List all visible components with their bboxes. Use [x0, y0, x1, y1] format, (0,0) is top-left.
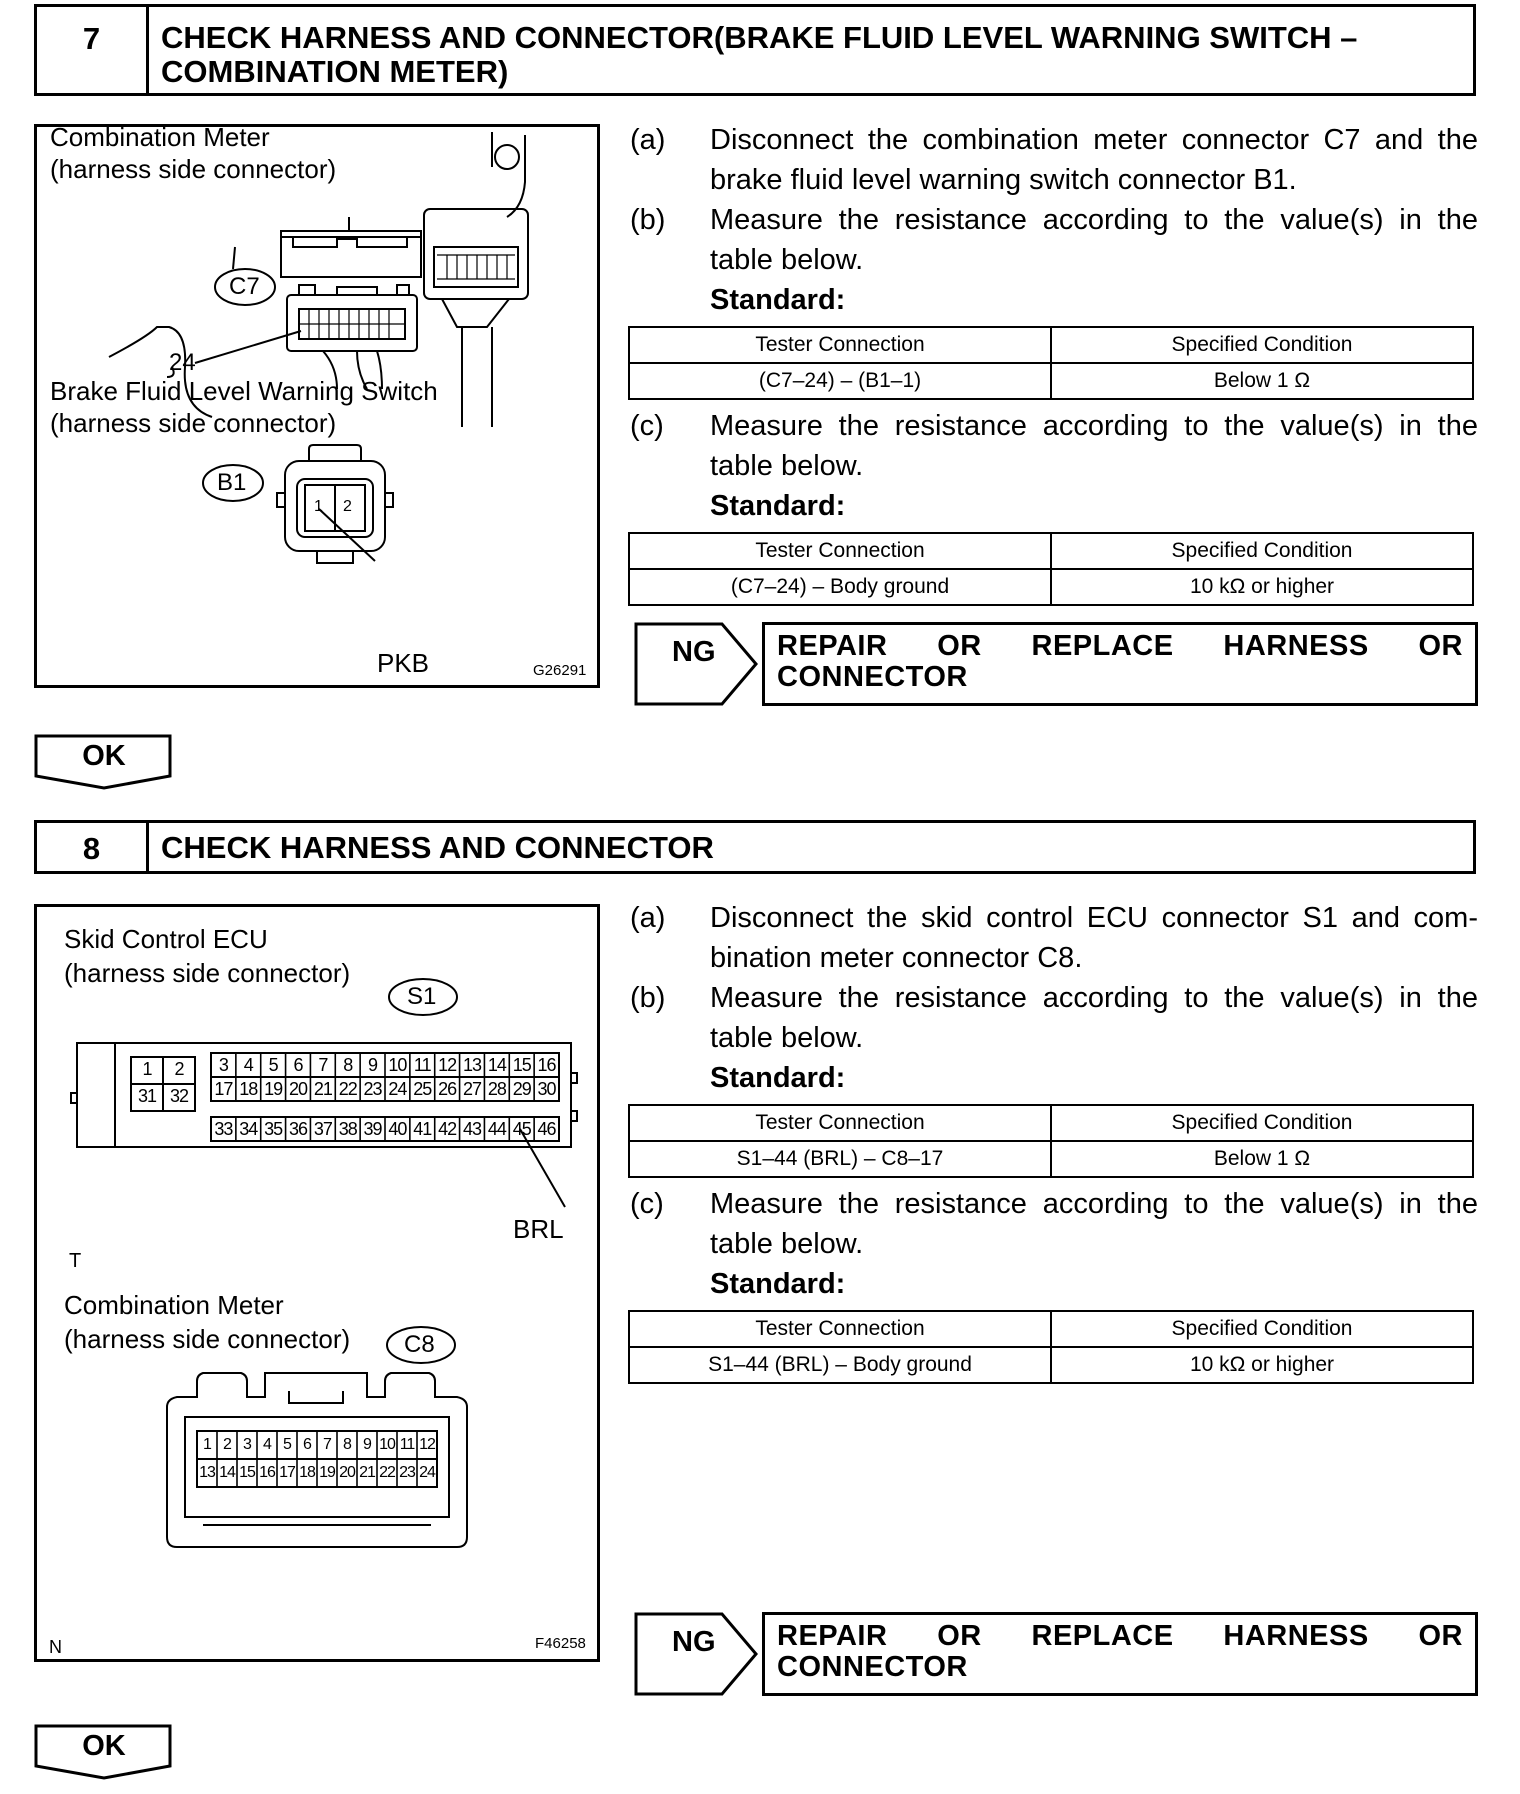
- instruction-text: Disconnect the skid control ECU connector S1 and com-bination meter connector C8.: [710, 902, 1478, 974]
- ng-action-word: OR: [1418, 1620, 1463, 1652]
- connector-diagram-s1-c8: [37, 907, 597, 1659]
- s1-pin-21: 21: [313, 1079, 332, 1099]
- c8-pin-17: 17: [279, 1464, 295, 1481]
- instruction-letter: (c): [630, 410, 664, 442]
- harness-side-label-2: (harness side connector): [50, 408, 337, 438]
- step-number: 8: [37, 823, 149, 871]
- step-8-header: [34, 820, 1476, 874]
- s1-pin-17: 17: [214, 1079, 233, 1099]
- table-cell: S1–44 (BRL) – Body ground: [629, 1347, 1051, 1383]
- b1-pin-1: 1: [314, 498, 323, 515]
- s1-pin-5: 5: [268, 1055, 278, 1075]
- c8-pin-11: 11: [399, 1436, 415, 1453]
- c8-pin-13: 13: [199, 1464, 215, 1481]
- table-cell: (C7–24) – (B1–1): [629, 363, 1051, 399]
- c8-pin-3: 3: [243, 1436, 251, 1453]
- table-cell: Below 1 Ω: [1051, 363, 1473, 399]
- table-header-cell: Specified Condition: [1051, 1105, 1473, 1141]
- s1-pin-30: 30: [537, 1079, 556, 1099]
- ng-action-box: [762, 1612, 1478, 1696]
- s1-pin-18: 18: [239, 1079, 258, 1099]
- harness-side-label: (harness side connector): [50, 154, 337, 184]
- s1-pin-10: 10: [388, 1055, 407, 1075]
- s1-pin-42: 42: [438, 1119, 457, 1139]
- instruction-b: [630, 200, 1478, 280]
- table-header-cell: Tester Connection: [629, 1311, 1051, 1347]
- s1-pin-25: 25: [413, 1079, 432, 1099]
- instruction-letter: (a): [630, 124, 666, 156]
- table-header-cell: Tester Connection: [629, 327, 1051, 363]
- s1-pin-24: 24: [388, 1079, 407, 1099]
- s1-pin-1: 1: [142, 1059, 152, 1079]
- s1-pin-20: 20: [288, 1079, 307, 1099]
- instruction-letter: (b): [630, 982, 666, 1014]
- c8-pin-12: 12: [419, 1436, 435, 1453]
- s1-pin-37: 37: [313, 1119, 332, 1139]
- instruction-text: Measure the resistance according to the value(s) in the table below.: [710, 204, 1478, 276]
- ng-action-word: OR: [937, 630, 982, 662]
- s1-pin-6: 6: [293, 1055, 303, 1075]
- s1-pin-36: 36: [288, 1119, 307, 1139]
- wire-brl-label: BRL: [513, 1214, 564, 1244]
- s1-pin-31: 31: [137, 1086, 157, 1106]
- spec-table: [628, 1104, 1474, 1178]
- s1-pin-4: 4: [243, 1055, 253, 1075]
- instruction-letter: (c): [630, 1188, 664, 1220]
- ng-action-word: OR: [937, 1620, 982, 1652]
- s1-pin-14: 14: [487, 1055, 506, 1075]
- pin-24-label: 24: [169, 349, 196, 376]
- figure-code: F46258: [535, 1635, 586, 1652]
- step-title: [149, 7, 1473, 93]
- ok-label: OK: [82, 740, 126, 772]
- spec-table: [628, 532, 1474, 606]
- s1-pin-12: 12: [438, 1055, 457, 1075]
- s1-pin-19: 19: [264, 1079, 283, 1099]
- ok-result-step7: [34, 734, 174, 790]
- figure-code: G26291: [533, 662, 587, 679]
- instruction-c: [630, 406, 1478, 486]
- step-title-line2: COMBINATION METER): [161, 54, 509, 89]
- c8-pin-22: 22: [379, 1464, 395, 1481]
- c8-pin-23: 23: [399, 1464, 415, 1481]
- figure-step7: [34, 124, 600, 688]
- mark-t: T: [69, 1250, 82, 1272]
- step-title-line1: CHECK HARNESS AND CONNECTOR(BRAKE FLUID LEVEL WARNING SWITCH –: [161, 20, 1358, 55]
- mark-n: N: [49, 1637, 62, 1657]
- ng-action-word: HARNESS: [1223, 630, 1369, 662]
- instruction-letter: (a): [630, 902, 666, 934]
- instruction-b: [630, 978, 1478, 1058]
- s1-pin-43: 43: [462, 1119, 481, 1139]
- s1-pin-29: 29: [512, 1079, 531, 1099]
- s1-pin-38: 38: [338, 1119, 357, 1139]
- table-header-cell: Tester Connection: [629, 533, 1051, 569]
- instruction-text: Measure the resistance according to the value(s) in the table below.: [710, 982, 1478, 1054]
- ok-label: OK: [82, 1730, 126, 1762]
- step-title: CHECK HARNESS AND CONNECTOR: [161, 830, 714, 865]
- ng-result-step7: [634, 622, 1478, 706]
- instruction-c: [630, 1184, 1478, 1264]
- spec-table: [628, 326, 1474, 400]
- skid-control-ecu-label: Skid Control ECU: [64, 924, 268, 954]
- figure-step8: [34, 904, 600, 1662]
- instruction-text: Disconnect the combination meter connector C7 and the brake fluid level warning switch connector B1.: [710, 124, 1478, 196]
- table-cell: S1–44 (BRL) – C8–17: [629, 1141, 1051, 1177]
- step-number: 7: [37, 7, 149, 93]
- c8-pin-4: 4: [263, 1436, 271, 1453]
- ng-action-line2: CONNECTOR: [777, 661, 968, 693]
- c8-pin-8: 8: [343, 1436, 351, 1453]
- spec-table: [628, 1310, 1474, 1384]
- ng-action-word: HARNESS: [1223, 1620, 1369, 1652]
- table-header-cell: Specified Condition: [1051, 533, 1473, 569]
- table-cell: (C7–24) – Body ground: [629, 569, 1051, 605]
- table-header-cell: Tester Connection: [629, 1105, 1051, 1141]
- standard-label: Standard:: [710, 1062, 846, 1094]
- harness-side-label: (harness side connector): [64, 958, 351, 988]
- table-header-cell: Specified Condition: [1051, 1311, 1473, 1347]
- s1-pin-16: 16: [537, 1055, 556, 1075]
- c8-pin-2: 2: [223, 1436, 231, 1453]
- table-cell: 10 kΩ or higher: [1051, 569, 1473, 605]
- standard-label: Standard:: [710, 284, 846, 316]
- s1-pin-3: 3: [218, 1055, 228, 1075]
- instruction-text: Measure the resistance according to the value(s) in the table below.: [710, 410, 1478, 482]
- ng-label: NG: [672, 636, 716, 668]
- s1-pin-35: 35: [264, 1119, 283, 1139]
- c8-pin-19: 19: [319, 1464, 335, 1481]
- c8-pin-10: 10: [379, 1436, 395, 1453]
- standard-label: Standard:: [710, 490, 846, 522]
- c8-pin-16: 16: [259, 1464, 275, 1481]
- s1-pin-41: 41: [413, 1119, 432, 1139]
- c8-pin-7: 7: [323, 1436, 331, 1453]
- c8-pin-18: 18: [299, 1464, 315, 1481]
- s1-pin-22: 22: [338, 1079, 357, 1099]
- s1-pin-39: 39: [363, 1119, 382, 1139]
- s1-pin-45: 45: [512, 1119, 531, 1139]
- c8-pin-14: 14: [219, 1464, 235, 1481]
- instruction-text: Measure the resistance according to the value(s) in the table below.: [710, 1188, 1478, 1260]
- s1-pin-27: 27: [462, 1079, 481, 1099]
- ng-label: NG: [672, 1626, 716, 1658]
- ok-result-step8: [34, 1724, 174, 1780]
- s1-pin-40: 40: [388, 1119, 407, 1139]
- instruction-a: [630, 120, 1478, 200]
- connector-s1-label: S1: [407, 983, 437, 1010]
- s1-pin-46: 46: [537, 1119, 556, 1139]
- ng-result-step8: [634, 1612, 1478, 1696]
- table-cell: Below 1 Ω: [1051, 1141, 1473, 1177]
- s1-pin-33: 33: [214, 1119, 233, 1139]
- harness-side-label-2: (harness side connector): [64, 1324, 351, 1354]
- combination-meter-label: Combination Meter: [50, 122, 270, 152]
- ng-action-word: REPAIR: [777, 1620, 888, 1652]
- s1-pin-2: 2: [174, 1059, 184, 1079]
- s1-pin-44: 44: [487, 1119, 506, 1139]
- s1-pin-26: 26: [438, 1079, 457, 1099]
- standard-label: Standard:: [710, 1268, 846, 1300]
- c8-pin-6: 6: [303, 1436, 311, 1453]
- s1-pin-7: 7: [318, 1055, 328, 1075]
- step-7-header: [34, 4, 1476, 96]
- s1-pin-13: 13: [462, 1055, 481, 1075]
- s1-pin-9: 9: [368, 1055, 378, 1075]
- c8-pin-24: 24: [419, 1464, 435, 1481]
- b1-pin-2: 2: [343, 498, 352, 515]
- step7-instructions: [630, 120, 1478, 612]
- ng-action-word: OR: [1418, 630, 1463, 662]
- s1-pin-28: 28: [487, 1079, 506, 1099]
- s1-pin-11: 11: [413, 1055, 431, 1075]
- instruction-a: [630, 898, 1478, 978]
- c8-pin-15: 15: [239, 1464, 255, 1481]
- ng-action-word: REPAIR: [777, 630, 888, 662]
- s1-pin-34: 34: [239, 1119, 258, 1139]
- ng-action-line2: CONNECTOR: [777, 1651, 968, 1683]
- c8-pin-20: 20: [339, 1464, 355, 1481]
- combination-meter-label: Combination Meter: [64, 1290, 284, 1320]
- s1-pin-8: 8: [343, 1055, 353, 1075]
- instruction-letter: (b): [630, 204, 666, 236]
- connector-b1-label: B1: [217, 469, 247, 496]
- c8-pin-9: 9: [363, 1436, 371, 1453]
- c8-pin-1: 1: [203, 1436, 211, 1453]
- s1-pin-23: 23: [363, 1079, 382, 1099]
- c8-pin-5: 5: [283, 1436, 291, 1453]
- s1-pin-32: 32: [169, 1086, 189, 1106]
- brake-fluid-switch-label: Brake Fluid Level Warning Switch: [50, 376, 438, 406]
- step8-instructions: [630, 898, 1478, 1390]
- table-header-cell: Specified Condition: [1051, 327, 1473, 363]
- c8-pin-21: 21: [359, 1464, 375, 1481]
- table-cell: 10 kΩ or higher: [1051, 1347, 1473, 1383]
- wire-pkb-label: PKB: [377, 648, 430, 678]
- connector-c8-label: C8: [404, 1331, 435, 1358]
- ng-action-word: REPLACE: [1031, 630, 1174, 662]
- s1-pin-15: 15: [512, 1055, 531, 1075]
- connector-c7-label: C7: [229, 273, 260, 300]
- ng-action-box: [762, 622, 1478, 706]
- ng-action-word: REPLACE: [1031, 1620, 1174, 1652]
